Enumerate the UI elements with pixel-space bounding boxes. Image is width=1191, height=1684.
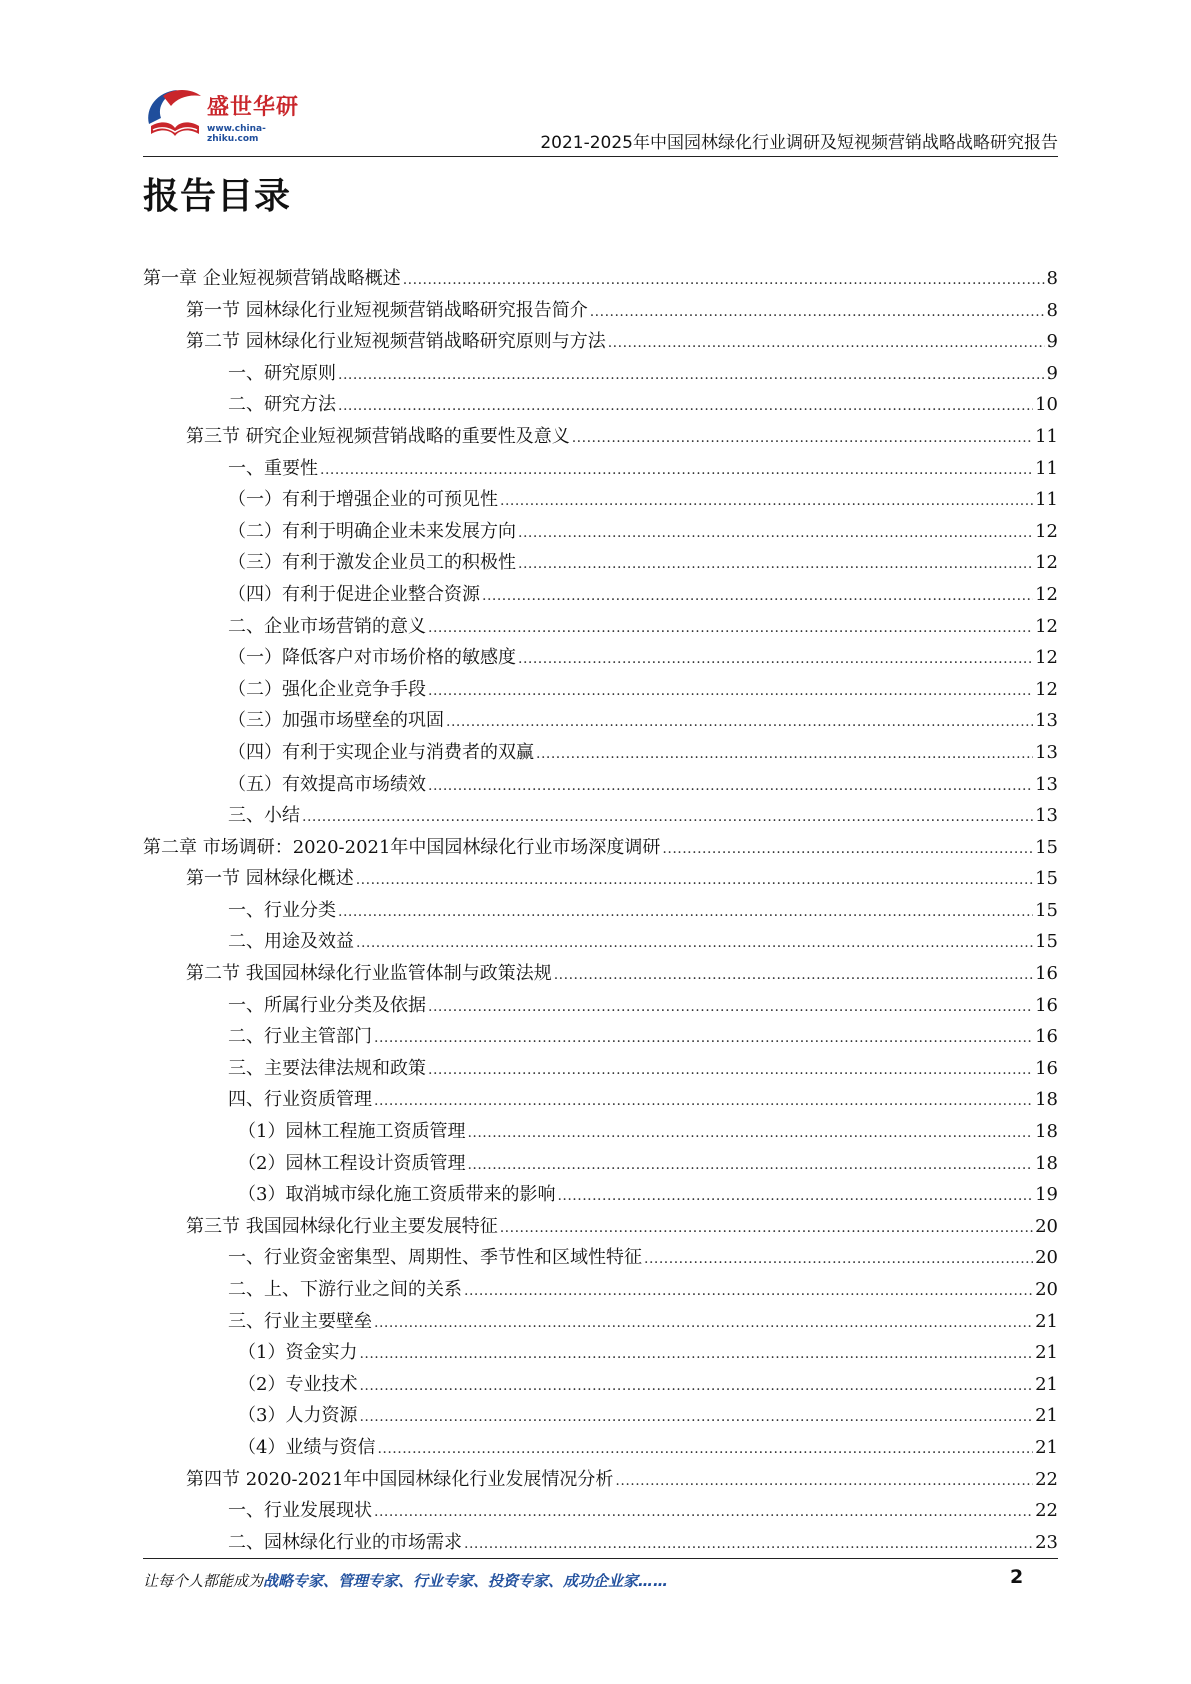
toc-dot-leader [518,516,1033,550]
toc-dot-leader [359,1337,1033,1371]
toc-entry-title: （四）有利于促进企业整合资源 [228,583,480,605]
brand-logo [143,80,313,144]
toc-entry-page: 19 [1035,1184,1058,1206]
toc-entry-title: （二）强化企业竞争手段 [228,678,426,700]
footer-slogan [143,1570,668,1591]
toc-entry[interactable] [143,926,1058,958]
toc-entry[interactable] [143,1432,1058,1464]
footer-slogan-prefix: 让每个人都能成为 [143,1572,264,1590]
toc-entry[interactable] [143,895,1058,927]
toc-entry-page: 12 [1035,678,1058,700]
toc-entry-page: 9 [1046,331,1058,353]
toc-dot-leader [482,579,1033,613]
toc-entry-page: 16 [1035,1026,1058,1048]
toc-entry[interactable] [143,705,1058,737]
page-header [143,80,1058,158]
toc-dot-leader [302,800,1033,834]
toc-entry-page: 18 [1035,1121,1058,1143]
toc-entry[interactable] [143,579,1058,611]
toc-dot-leader [590,295,1045,329]
toc-entry-title: （四）有利于实现企业与消费者的双赢 [228,741,534,763]
toc-entry[interactable] [143,642,1058,674]
toc-entry-title: 第一节 园林绿化概述 [186,868,354,890]
toc-entry-title: （三）加强市场壁垒的巩固 [228,710,444,732]
toc-entry-page: 12 [1035,520,1058,542]
footer-slogan-emphasis: 战略专家、管理专家、行业专家、投资专家、成功企业家…… [263,1572,669,1590]
toc-entry[interactable] [143,1274,1058,1306]
toc-dot-leader [518,547,1033,581]
toc-entry[interactable] [143,389,1058,421]
toc-dot-leader [554,958,1033,992]
toc-entry-page: 20 [1035,1215,1058,1237]
toc-entry[interactable] [143,1306,1058,1338]
toc-entry[interactable] [143,1464,1058,1496]
toc-entry-title: 一、行业发展现状 [228,1500,372,1522]
toc-entry-title: （五）有效提高市场绩效 [228,773,426,795]
toc-dot-leader [338,389,1033,423]
toc-dot-leader [464,1274,1033,1308]
toc-entry[interactable] [143,1495,1058,1527]
toc-entry-page: 21 [1035,1436,1058,1458]
toc-dot-leader [608,326,1045,360]
toc-dot-leader [356,926,1033,960]
toc-dot-leader [662,832,1033,866]
toc-entry-title: （1）园林工程施工资质管理 [238,1121,466,1143]
toc-entry[interactable] [143,1211,1058,1243]
toc-dot-leader [377,1432,1033,1466]
toc-dot-leader [403,263,1045,297]
toc-dot-leader [518,642,1033,676]
toc-dot-leader [428,769,1033,803]
toc-entry-page: 13 [1035,741,1058,763]
toc-entry-title: 二、用途及效益 [228,931,354,953]
toc-entry-title: 二、企业市场营销的意义 [228,615,426,637]
toc-entry-title: （一）降低客户对市场价格的敏感度 [228,647,516,669]
toc-entry[interactable] [143,800,1058,832]
toc-entry[interactable] [143,263,1058,295]
toc-dot-leader [446,705,1033,739]
toc-entry-page: 21 [1035,1342,1058,1364]
toc-dot-leader [359,1400,1033,1434]
toc-entry-page: 12 [1035,552,1058,574]
header-divider [143,156,1058,157]
toc-entry-title: 二、研究方法 [228,394,336,416]
toc-dot-leader [467,1116,1033,1150]
toc-entry[interactable] [143,1242,1058,1274]
toc-entry[interactable] [143,326,1058,358]
toc-entry[interactable] [143,832,1058,864]
toc-entry[interactable] [143,1179,1058,1211]
toc-entry-page: 11 [1035,489,1058,511]
toc-entry-title: 第一节 园林绿化行业短视频营销战略研究报告简介 [186,299,588,321]
toc-dot-leader [572,421,1033,455]
toc-entry-page: 18 [1035,1089,1058,1111]
toc-dot-leader [428,611,1033,645]
toc-entry-page: 11 [1035,425,1058,447]
toc-entry[interactable] [143,1021,1058,1053]
toc-entry[interactable] [143,990,1058,1022]
toc-entry[interactable] [143,295,1058,327]
toc-entry-page: 16 [1035,994,1058,1016]
toc-dot-leader [428,1053,1033,1087]
footer-divider [143,1558,1058,1559]
toc-entry-page: 15 [1035,931,1058,953]
toc-entry-title: 二、行业主管部门 [228,1026,372,1048]
toc-entry-page: 21 [1035,1310,1058,1332]
brand-url: www.china-zhiku.com [207,124,266,144]
toc-entry-page: 15 [1035,836,1058,858]
toc-entry[interactable] [143,1337,1058,1369]
toc-entry[interactable] [143,516,1058,548]
toc-entry-title: （一）有利于增强企业的可预见性 [228,489,498,511]
toc-entry[interactable] [143,674,1058,706]
toc-dot-leader [644,1242,1033,1276]
toc-dot-leader [557,1179,1033,1213]
toc-entry-title: 一、行业资金密集型、周期性、季节性和区域性特征 [228,1247,642,1269]
toc-entry-page: 8 [1046,299,1058,321]
toc-entry-title: 第一章 企业短视频营销战略概述 [143,268,401,289]
toc-entry[interactable] [143,1369,1058,1401]
toc-entry-title: 第四节 2020-2021年中国园林绿化行业发展情况分析 [186,1468,614,1490]
toc-entry-title: 三、主要法律法规和政策 [228,1057,426,1079]
toc-entry-title: 一、行业分类 [228,899,336,921]
toc-dot-leader [359,1369,1033,1403]
toc-entry-title: 一、所属行业分类及依据 [228,994,426,1016]
toc-entry[interactable] [143,863,1058,895]
toc-entry-title: 第二章 市场调研：2020-2021年中国园林绿化行业市场深度调研 [143,836,661,858]
toc-entry[interactable] [143,1053,1058,1085]
toc-entry-title: 第三节 研究企业短视频营销战略的重要性及意义 [186,425,570,447]
toc-dot-leader [428,674,1033,708]
toc-entry[interactable] [143,1527,1058,1559]
toc-entry-page: 15 [1035,899,1058,921]
toc-entry-title: （3）取消城市绿化施工资质带来的影响 [238,1184,556,1206]
toc-entry[interactable] [143,421,1058,453]
toc-entry-page: 21 [1035,1405,1058,1427]
toc-entry[interactable] [143,611,1058,643]
toc-entry-title: （三）有利于激发企业员工的积极性 [228,552,516,574]
brand-name: 盛世华研 [207,95,300,120]
toc-entry[interactable] [143,769,1058,801]
toc-entry-title: 一、重要性 [228,457,318,479]
toc-entry-title: （1）资金实力 [238,1342,358,1364]
toc-entry-page: 8 [1046,268,1058,289]
toc-entry-title: （3）人力资源 [238,1405,358,1427]
toc-dot-leader [536,737,1033,771]
toc-entry[interactable] [143,958,1058,990]
toc-dot-leader [374,1084,1033,1118]
toc-entry[interactable] [143,484,1058,516]
toc-entry-title: 一、研究原则 [228,362,336,384]
toc-dot-leader [428,990,1033,1024]
toc-entry-title: 四、行业资质管理 [228,1089,372,1111]
toc-entry-title: 第二节 园林绿化行业短视频营销战略研究原则与方法 [186,331,606,353]
toc-entry[interactable] [143,358,1058,390]
toc-dot-leader [500,484,1033,518]
toc-entry-title: （二）有利于明确企业未来发展方向 [228,520,516,542]
page-title: 报告目录 [143,176,292,217]
toc-dot-leader [615,1464,1033,1498]
toc-dot-leader [338,358,1045,392]
toc-entry[interactable] [143,1116,1058,1148]
toc-entry-page: 15 [1035,868,1058,890]
toc-entry-page: 12 [1035,583,1058,605]
toc-entry-page: 16 [1035,1057,1058,1079]
toc-entry-page: 18 [1035,1152,1058,1174]
toc-entry-title: 二、上、下游行业之间的关系 [228,1279,462,1300]
toc-entry[interactable] [143,453,1058,485]
toc-entry-page: 10 [1035,394,1058,416]
toc-entry[interactable] [143,547,1058,579]
table-of-contents [143,263,1058,1558]
toc-dot-leader [467,1148,1033,1182]
toc-entry-title: （2）园林工程设计资质管理 [238,1152,466,1174]
toc-entry-title: 二、园林绿化行业的市场需求 [228,1531,462,1553]
report-title: 2021-2025年中国园林绿化行业调研及短视频营销战略战略研究报告 [540,133,1058,153]
toc-entry[interactable] [143,1084,1058,1116]
toc-entry[interactable] [143,1148,1058,1180]
toc-dot-leader [356,863,1033,897]
toc-entry-page: 12 [1035,647,1058,669]
toc-entry-page: 11 [1035,457,1058,479]
toc-dot-leader [320,453,1033,487]
toc-entry-title: （2）专业技术 [238,1373,358,1395]
toc-dot-leader [338,895,1033,929]
toc-entry-page: 21 [1035,1373,1058,1395]
toc-dot-leader [374,1021,1033,1055]
toc-dot-leader [374,1495,1033,1529]
toc-entry-page: 20 [1035,1247,1058,1269]
page-number: 2 [1010,1566,1024,1588]
toc-entry-title: 三、小结 [228,805,300,827]
toc-entry[interactable] [143,737,1058,769]
toc-entry-page: 13 [1035,710,1058,732]
book-swoosh-logo-icon [143,86,205,142]
toc-entry-page: 9 [1046,362,1058,384]
toc-entry-page: 22 [1035,1468,1058,1490]
toc-entry-page: 13 [1035,773,1058,795]
toc-entry-page: 12 [1035,615,1058,637]
toc-entry-title: （4）业绩与资信 [238,1436,376,1458]
toc-entry-title: 三、行业主要壁垒 [228,1310,372,1332]
toc-entry-title: 第二节 我国园林绿化行业监管体制与政策法规 [186,963,552,985]
toc-entry-page: 22 [1035,1500,1058,1522]
toc-entry[interactable] [143,1400,1058,1432]
toc-entry-page: 23 [1035,1531,1058,1553]
toc-entry-title: 第三节 我国园林绿化行业主要发展特征 [186,1215,498,1237]
toc-entry-page: 20 [1035,1279,1058,1300]
toc-dot-leader [374,1306,1033,1340]
toc-dot-leader [464,1527,1033,1561]
toc-entry-page: 16 [1035,963,1058,985]
toc-entry-page: 13 [1035,805,1058,827]
toc-dot-leader [500,1211,1033,1245]
